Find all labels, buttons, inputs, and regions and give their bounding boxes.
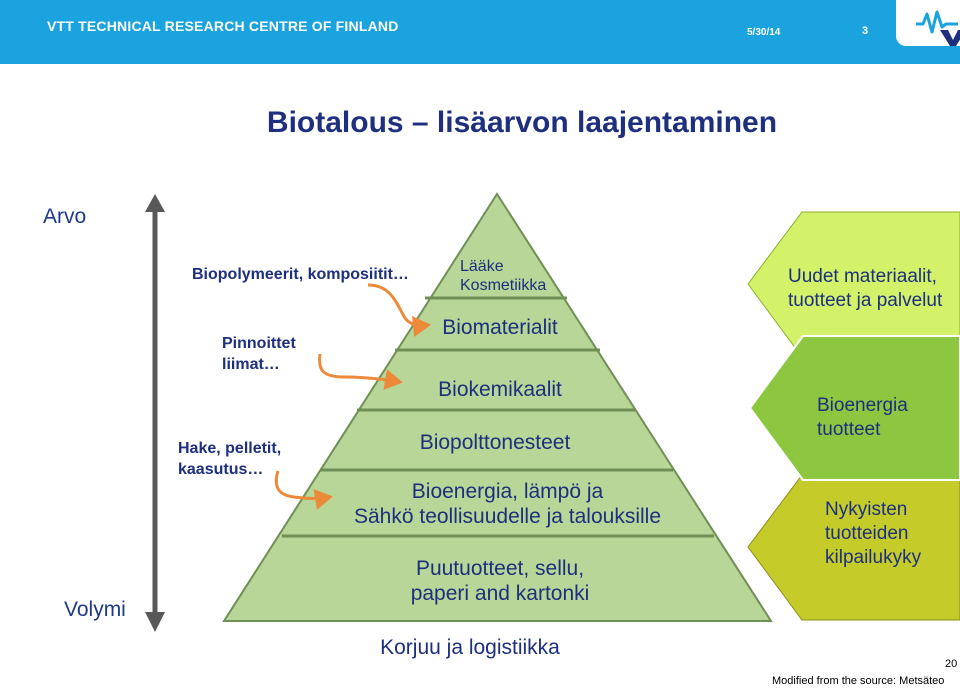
note-coatings-line2: liimat… — [222, 356, 280, 373]
note-chips-line1: Hake, pelletit, — [178, 440, 282, 457]
tier-biofuels: Biopolttonesteet — [419, 431, 571, 454]
note-coatings — [222, 333, 296, 375]
hex-current-line1: Nykyisten — [825, 499, 908, 520]
tier-bioenergy — [300, 479, 715, 529]
hex-bioenergy-line1: Bioenergia — [817, 395, 908, 416]
tier5-line2: Sähkö teollisuudelle ja talouksille — [353, 505, 662, 528]
value-volume-axis-arrow — [145, 194, 165, 632]
axis-label-volume: Volymi — [64, 598, 126, 621]
hex-current-line3: kilpailukyky — [825, 547, 922, 568]
tier6-line2: paperi and kartonki — [410, 582, 590, 605]
tier1-line1: Lääke — [460, 258, 504, 275]
slide-date: 5/30/14 — [747, 27, 781, 38]
note-biopolymers: Biopolymeerit, komposiitit… — [192, 266, 409, 283]
hexagon-bioenergy-label — [817, 394, 908, 442]
note-chips — [178, 438, 281, 480]
pyramid-base-label: Korjuu ja logistiikka — [380, 636, 560, 659]
hexagon-new-materials-label — [788, 265, 942, 313]
hex-new-line2: tuotteet ja palvelut — [788, 290, 943, 311]
hex-current-line2: tuotteiden — [825, 523, 909, 544]
axis-label-value: Arvo — [43, 205, 87, 228]
hex-bioenergy-line2: tuotteet — [817, 419, 881, 440]
tier5-line1: Bioenergia, lämpö ja — [411, 480, 604, 503]
tier-pharma-cosmetics — [460, 257, 546, 295]
hex-new-line1: Uudet materiaalit, — [788, 266, 937, 287]
slide-title: Biotalous – lisäarvon laajentaminen — [266, 106, 778, 139]
slide-page-number: 3 — [862, 25, 869, 37]
tier-biomaterials: Biomaterialit — [442, 316, 558, 339]
tier1-line2: Kosmetiikka — [460, 277, 547, 294]
hexagon-current-products-label — [825, 498, 921, 570]
footer-number: 20 — [945, 658, 958, 670]
note-coatings-line1: Pinnoittet — [222, 335, 296, 352]
organization-name: VTT TECHNICAL RESEARCH CENTRE OF FINLAND — [47, 18, 399, 34]
footer-source: Modified from the source: Metsäteo — [772, 675, 945, 687]
tier-wood-products — [360, 556, 640, 606]
note-chips-line2: kaasutus… — [178, 461, 264, 478]
tier-biochemicals: Biokemikaalit — [438, 378, 562, 401]
tier6-line1: Puutuotteet, sellu, — [415, 557, 585, 580]
